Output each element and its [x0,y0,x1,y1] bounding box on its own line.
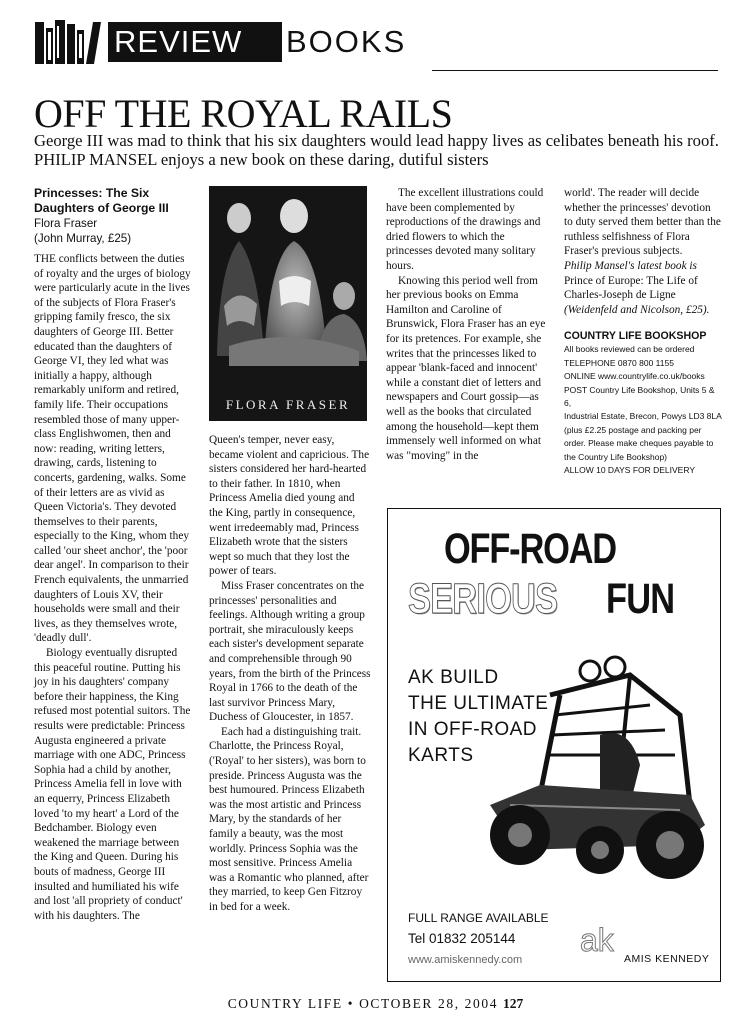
section-label: REVIEW [108,22,282,62]
header-rule [432,70,718,71]
paragraph: Miss Fraser concentrates on the princesses' personalities and feelings. Although writing a group portrait, she miraculously keeps each sister's development separate and comprehensible through 90 years, from the birth of the Princess Royal in 1766 to the death of the last survivor Princess Mary, Duchess of Gloucester, in 1857. [209,579,371,724]
paragraph: The excellent illustrations could have been complemented by reproductions of the drawings and dried flowers to which the princesses devoted many solitary hours. [386,187,544,272]
bookshop-line: ALLOW 10 DAYS FOR DELIVERY [564,465,696,475]
page-footer [0,996,751,1012]
ad-telephone: Tel 01832 205144 [408,931,516,946]
paragraph: Biology eventually disrupted this peaceful routine. Putting his joy in his daughters' company before their happiness, the King refused most potential suitors. The results were predictable: Princess Augusta engineered a private marriage with one ADC, Princess Sophia had a child by another, Princess Amelia fell in love with an equerry, Princess Elizabeth loved 'to my heart' a Lord of the Bedchamber. Biology even weakened the marriage between the King and Queen. During his bouts of madness, George III insulted and humiliated his wife and lost 'all propriety of conduct' with his daughters. The [34,647,191,922]
ad-subline: AK BUILD [408,667,499,688]
bookshop-line: Industrial Estate, Brecon, Powys LD3 8LA [564,411,722,422]
author-book: Prince of Europe: The Life of Charles-Joseph de Ligne [564,274,698,302]
cover-caption: FLORA FRASER [225,397,351,412]
kart-image [480,655,716,889]
book-cover-image [209,186,367,421]
author-publisher: (Weidenfeld and Nicolson, £25). [564,303,710,316]
page-number: 127 [503,996,524,1011]
bookshop-line: All books reviewed can be ordered [564,344,695,355]
books-logo-icon [35,20,105,64]
standfirst: George III was mad to think that his six daughters would lead happy lives as celibates beneath his roof. PHILIP MANSEL enjoys a new book on these daring, dutiful sisters [34,131,719,169]
bookshop-line: POST Country Life Bookshop, Units 5 & 6, [564,384,715,408]
paragraph: Each had a distinguishing trait. Charlotte, the Princess Royal, ('Royal' to her sisters), was born to preside. Princess Augusta was the best humoured. Princess Elizabeth was the most artistic and Princess Mary, by the standards of her family a beauty, was the most worldly. Princess Sophia was the most sensitive. Princess Amelia was a Romantic who planned, after they married, to keep Gen Fitzroy in bed for a week. [209,725,369,913]
article-column-3 [386,186,546,463]
portrait-illustration [209,186,367,421]
ad-headline-2b: FUN [606,575,675,623]
bookshop-line: the Country Life Bookshop) [564,451,668,462]
paragraph: THE conflicts between the duties of royalty and the urges of biology were particularly acute in the lives of the subjects of Flora Fraser's gripping family fresco, the six daughters of George III. Better educated than the daughters of George VI, they led what was initially a happy, although remarkably uniform and retired, family life. Their occupations resembled those of many upper-class Englishwomen, then and now: reading, writing letters, drawing, cards, listening to concerts, gardening, walks. Some of their letters are as vivid as Queen Victoria's. They devoted themselves to their parents, especially to the King, whom they called 'our sheet anchor', the 'poor dear angel'. In comparison to their French equivalents, the unmarried daughters of Louis XV, their households were small and their lives, as they themselves wrote, 'deadly dull'. [34,253,191,645]
paragraph: world'. The reader will decide whether the princesses' devotion to duty served them better than the ruthless selfishness of Flora Fraser's previous subjects. [564,187,721,258]
article-column-2 [209,433,371,915]
article-column-4 [564,186,722,477]
ad-subline: THE ULTIMATE [408,693,549,714]
bookshop-heading: COUNTRY LIFE BOOKSHOP [564,330,707,343]
paragraph: Queen's temper, never easy, became violent and capricious. The sisters considered her hard-hearted to their father. In 1810, when Princess Amelia died young and the King, partly in consequence, went irredeemably mad, Princess Elizabeth wrote that the sisters wept so much that they lost the power of tears. [209,434,370,578]
bookshop-line: TELEPHONE 0870 800 1155 [564,357,674,368]
ad-brand: AMIS KENNEDY [624,953,710,965]
book-author: Flora Fraser [34,217,98,230]
ak-logo-text: ak [580,922,614,957]
bookshop-line: ONLINE www.countrylife.co.uk/books [564,371,705,382]
ad-range: FULL RANGE AVAILABLE [408,911,549,925]
ad-headline-1: OFF-ROAD [444,525,616,573]
section-word: BOOKS [286,24,407,59]
bookshop-line: (plus £2.25 postage and packing per [564,424,702,435]
book-title: Princesses: The Six Daughters of George III [34,186,169,215]
footer-date: OCTOBER 28, 2004 [359,996,499,1011]
ad-subline: IN OFF-ROAD [408,719,537,740]
ad-website: www.amiskennedy.com [408,954,523,966]
article-column-1 [34,186,194,923]
headline: OFF THE ROYAL RAILS [34,91,453,136]
footer-magazine: COUNTRY LIFE [227,996,343,1011]
bookshop-line: order. Please make cheques payable to [564,438,714,449]
book-publisher: (John Murray, £25) [34,232,132,245]
ad-subline: KARTS [408,745,474,766]
paragraph: Knowing this period well from her previous books on Emma Hamilton and Caroline of Brunswick, Flora Fraser has an eye for its pretences. For example, she writes that the princesses liked to appear 'blank-faced and innocent' while a constant diet of letters and newspapers and Court gossip—as well as the books that circulated among the household—kept them immensely well informed on what was "moving" in the [386,274,546,462]
author-note: Philip Mansel's latest book is [564,259,697,272]
ak-logo-icon [578,921,628,957]
advertisement [387,508,721,982]
ad-headline-2a: SERIOUS [408,575,558,623]
footer-separator: • [347,996,355,1011]
